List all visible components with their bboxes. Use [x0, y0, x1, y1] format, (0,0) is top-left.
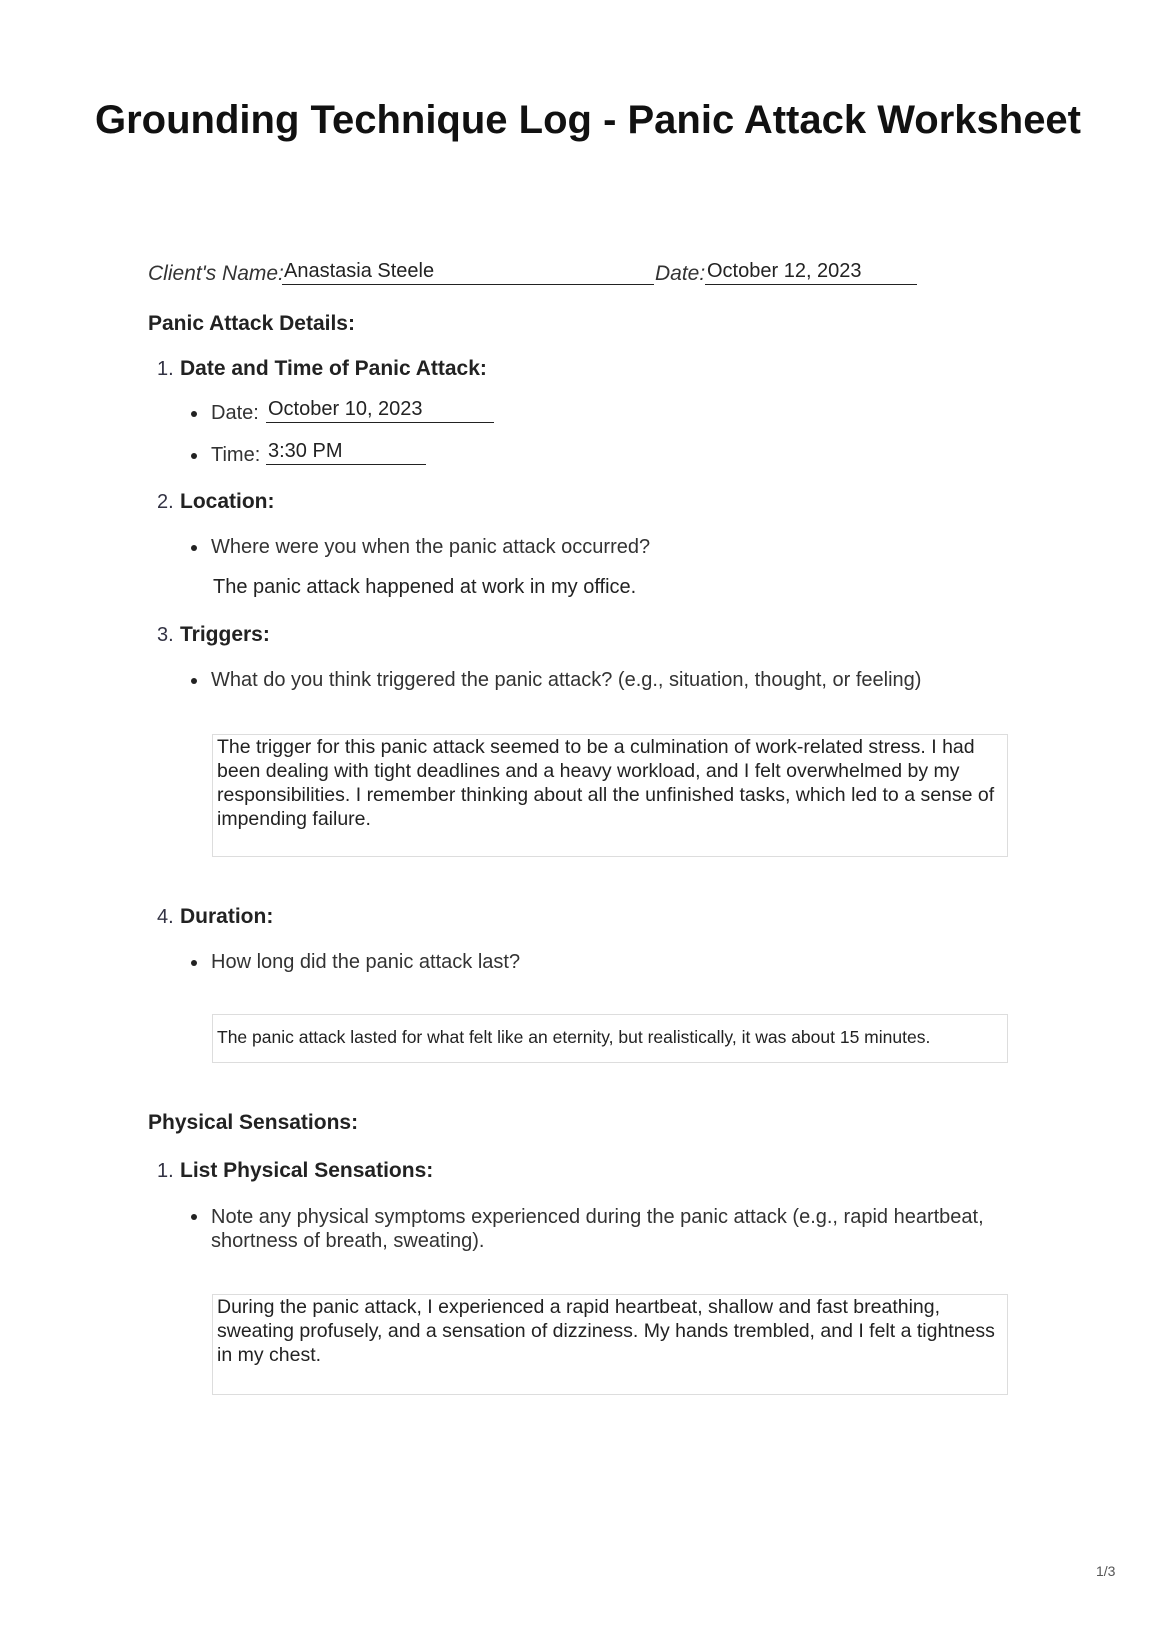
- location-heading: Location:: [180, 490, 275, 513]
- duration-heading: Duration:: [180, 905, 274, 928]
- attack-time-label: Time:: [211, 444, 261, 466]
- bullet-icon: [191, 545, 197, 551]
- client-name-field[interactable]: Anastasia Steele: [282, 260, 654, 285]
- duration-answer-box[interactable]: The panic attack lasted for what felt like an eternity, but realistically, it was about 15 minutes.: [212, 1014, 1008, 1063]
- client-name-label: Client's Name:: [148, 262, 284, 285]
- triggers-answer-box[interactable]: The trigger for this panic attack seemed to be a culmination of work-related stress. I had been dealing with tight deadlines and a heavy workload, and I felt overwhelmed by my responsibilities. I remember thinking about all the unfinished tasks, which led to a sense of impending failure.: [212, 734, 1008, 857]
- bullet-icon: [191, 678, 197, 684]
- triggers-question: What do you think triggered the panic attack? (e.g., situation, thought, or feeling): [211, 669, 922, 691]
- page-title: Grounding Technique Log - Panic Attack Worksheet: [94, 98, 1081, 142]
- bullet-icon: [191, 411, 197, 417]
- panic-details-heading: Panic Attack Details:: [148, 312, 355, 335]
- client-date-label: Date:: [655, 262, 706, 285]
- item-number: 1.: [157, 1160, 174, 1182]
- client-date-field[interactable]: October 12, 2023: [705, 260, 917, 285]
- item-number: 1.: [157, 358, 174, 380]
- physical-question: Note any physical symptoms experienced during the panic attack (e.g., rapid heartbeat, shortness of breath, sweating).: [211, 1206, 984, 1252]
- item-number: 2.: [157, 491, 174, 513]
- item-number: 4.: [157, 906, 174, 928]
- physical-sensations-heading: Physical Sensations:: [148, 1111, 359, 1134]
- bullet-icon: [191, 453, 197, 459]
- attack-time-field[interactable]: 3:30 PM: [266, 440, 426, 465]
- location-answer[interactable]: The panic attack happened at work in my office.: [213, 576, 637, 598]
- date-time-heading: Date and Time of Panic Attack:: [180, 357, 487, 380]
- bullet-icon: [191, 1214, 197, 1220]
- duration-question: How long did the panic attack last?: [211, 951, 521, 973]
- list-physical-heading: List Physical Sensations:: [180, 1159, 434, 1182]
- page-number: 1/3: [1096, 1563, 1116, 1579]
- physical-answer-box[interactable]: During the panic attack, I experienced a rapid heartbeat, shallow and fast breathing, sweating profusely, and a sensation of dizziness. My hands trembled, and I felt a tightness in my chest.: [212, 1294, 1008, 1395]
- attack-date-label: Date:: [211, 402, 259, 424]
- location-question: Where were you when the panic attack occurred?: [211, 536, 651, 558]
- bullet-icon: [191, 960, 197, 966]
- triggers-heading: Triggers:: [180, 623, 270, 646]
- attack-date-field[interactable]: October 10, 2023: [266, 398, 494, 423]
- item-number: 3.: [157, 624, 174, 646]
